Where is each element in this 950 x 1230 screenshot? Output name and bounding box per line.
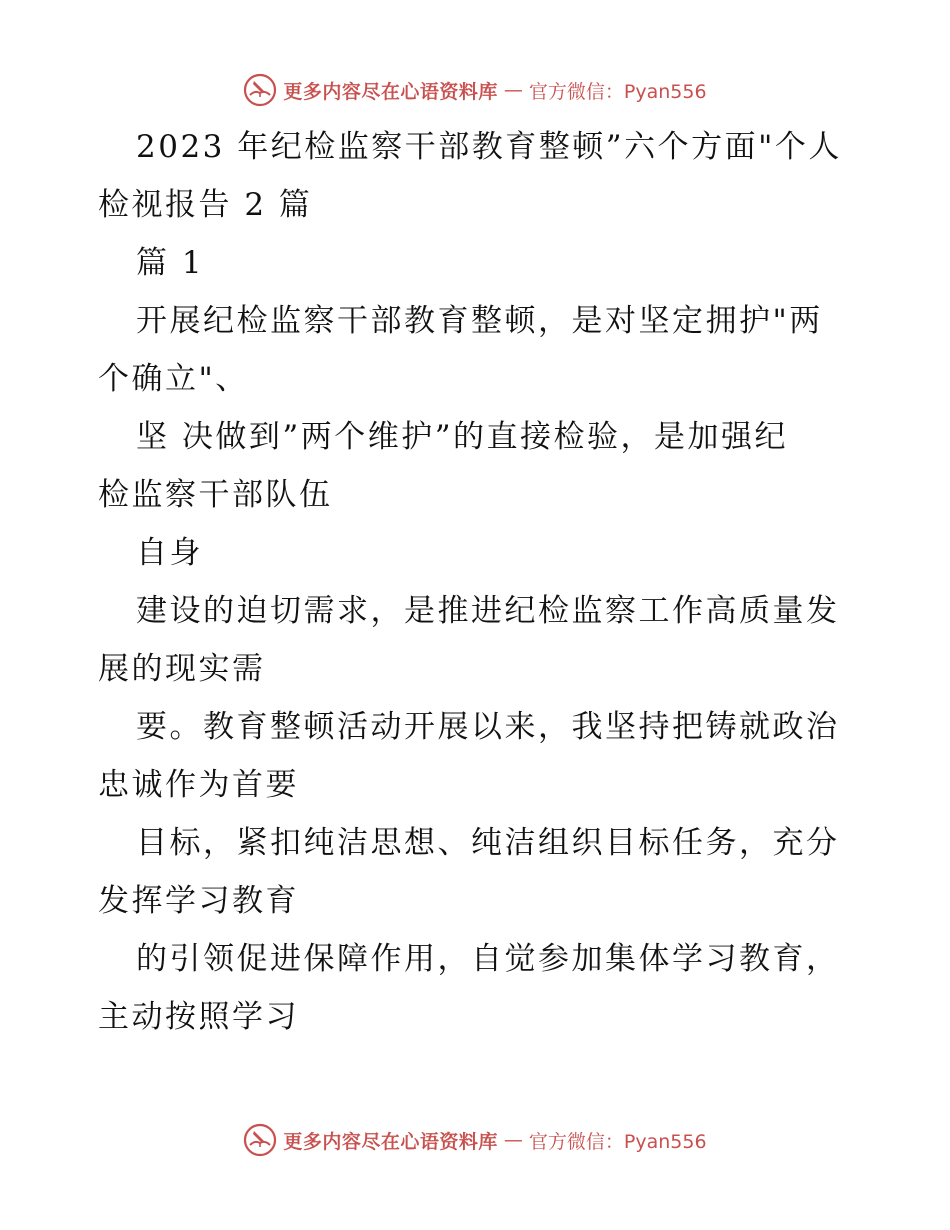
paragraph-line: 建设的迫切需求，是推进纪检监察工作高质量发: [136, 593, 840, 629]
paragraph-line: 展的现实需: [98, 651, 266, 687]
paragraph-line: 个确立"、: [98, 361, 249, 397]
paragraph-line: 要。教育整顿活动开展以来，我坚持把铸就政治: [136, 709, 840, 745]
paragraph-line: 发挥学习教育: [98, 883, 299, 919]
paragraph-line: 忠诚作为首要: [98, 767, 299, 803]
watermark-separator: —: [503, 1129, 523, 1151]
watermark-text: 更多内容尽在心语资料库: [283, 80, 498, 103]
title-line-2: 检视报告 2 篇: [98, 187, 313, 223]
title-line-1: 2023 年纪检监察干部教育整顿”六个方面"个人: [136, 129, 842, 165]
paragraph-line: 主动按照学习: [98, 999, 299, 1035]
watermark-wechat: 官方微信：Pyan556: [528, 1130, 707, 1153]
watermark-text: 更多内容尽在心语资料库: [283, 1130, 498, 1153]
section-heading: 篇 1: [136, 245, 205, 281]
watermark-separator: —: [503, 79, 523, 101]
paragraph-line: 的引领促进保障作用，自觉参加集体学习教育，: [136, 941, 840, 977]
paragraph-line: 检监察干部队伍: [98, 477, 333, 513]
document-body: [98, 118, 858, 1046]
header-watermark: [0, 70, 950, 110]
watermark-wechat: 官方微信：Pyan556: [528, 80, 707, 103]
footer-watermark: [0, 1120, 950, 1160]
book-pen-logo-icon: [243, 1123, 277, 1157]
paragraph-line: 坚 决做到”两个维护”的直接检验，是加强纪: [136, 419, 789, 455]
book-pen-logo-icon: [243, 73, 277, 107]
paragraph-line: 自身: [136, 535, 203, 571]
paragraph-line: 开展纪检监察干部教育整顿，是对坚定拥护"两: [136, 303, 823, 339]
paragraph-line: 目标，紧扣纯洁思想、纯洁组织目标任务，充分: [136, 825, 840, 861]
